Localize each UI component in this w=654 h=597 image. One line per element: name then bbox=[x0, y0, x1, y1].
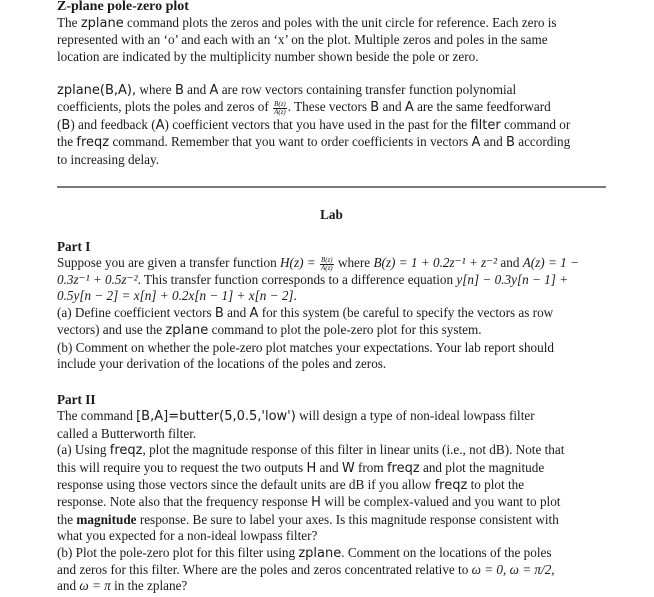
code-zplane-2: zplane bbox=[165, 323, 209, 339]
code-zplane: zplane bbox=[80, 16, 124, 31]
code-butter: [B,A]=butter(5,0.5,'low') bbox=[136, 409, 296, 425]
section-divider bbox=[57, 186, 606, 188]
lab-heading: Lab bbox=[320, 207, 343, 222]
code-zplane-call: zplane(B,A), bbox=[57, 83, 137, 98]
part-2: Part II The command [B,A]=butter(5,0.5,'low') will design a type of non-ideal lowpass filter called a Butterworth filter. (a) Using freqz, plot the magnitude response of this filter in linear units (i.e., not dB). Note that this will require you to request the two outputs H and W from freqz and plot the magnitude response using those vectors since the default units are dB if you allow freqz to plot the response. Note also that the frequency response H will be complex-valued and you want to plot the magnitude response. Be sure to label your axes. Is this magnitude response consistent with what you expected for a non-ideal lowpass filter? (b) Plot the pole-zero plot for this filter using zplane. Comment on the locations of the poles and zeros for this filter. Where are the poles and zeros concentrated relative to ω = 0, ω = π/2, and ω = π in the zplane? bbox=[57, 392, 565, 594]
code-filter: filter bbox=[470, 117, 501, 133]
fraction-bz-az: $\frac{B(z)}{A(z)}$ bbox=[274, 99, 286, 116]
intro-paragraph-2: zplane(B,A), where B and A are row vectors containing transfer function polynomial coefficients, plots the poles and zeros of $\frac{B(z)}{A(z)}$ . These vectors B and A are the same feedforward (B) and feedback (A) coefficient vectors that you have used in the past for the filter command or the freqz command. Remember that you want to order coefficients in vectors A and B according to increasing delay. bbox=[57, 82, 571, 167]
section-title: Z-plane pole-zero plot bbox=[57, 0, 189, 14]
code-freqz: freqz bbox=[76, 135, 110, 151]
part-1-heading: Part I bbox=[57, 239, 91, 254]
fraction-bz-az-2: $\frac{B(z)}{A(z)}$ bbox=[320, 255, 333, 272]
part-2-heading: Part II bbox=[57, 392, 96, 407]
intro-paragraph-1: The zplane command plots the zeros and poles with the unit circle for reference. Each zero is represented with an ‘o’ and each with an ‘x’ on the plot. Multiple zeros and poles in the same location are indicated by the multiplicity number shown beside the pole or zero. bbox=[57, 15, 557, 64]
part-1: Part I Suppose you are given a transfer function H(z) = $\frac{B(z)}{A(z)}$ where B(z) = 1 + 0.2z⁻¹ + z⁻² and A(z) = 1 − 0.3z⁻¹ + 0.5z⁻². This transfer function corresponds to a difference equation y[n] − 0.3y[n − 1] + 0.5y[n − 2] = x[n] + 0.2x[n − 1] + x[n − 2]. (a) Define coefficient vectors B and A for this system (be careful to specify the vectors as row vectors) and use the zplane command to plot the pole-zero plot for this system. (b) Comment on whether the pole-zero plot matches your expectations. Your lab report should include your derivation of the locations of the poles and zeros. bbox=[57, 239, 579, 371]
